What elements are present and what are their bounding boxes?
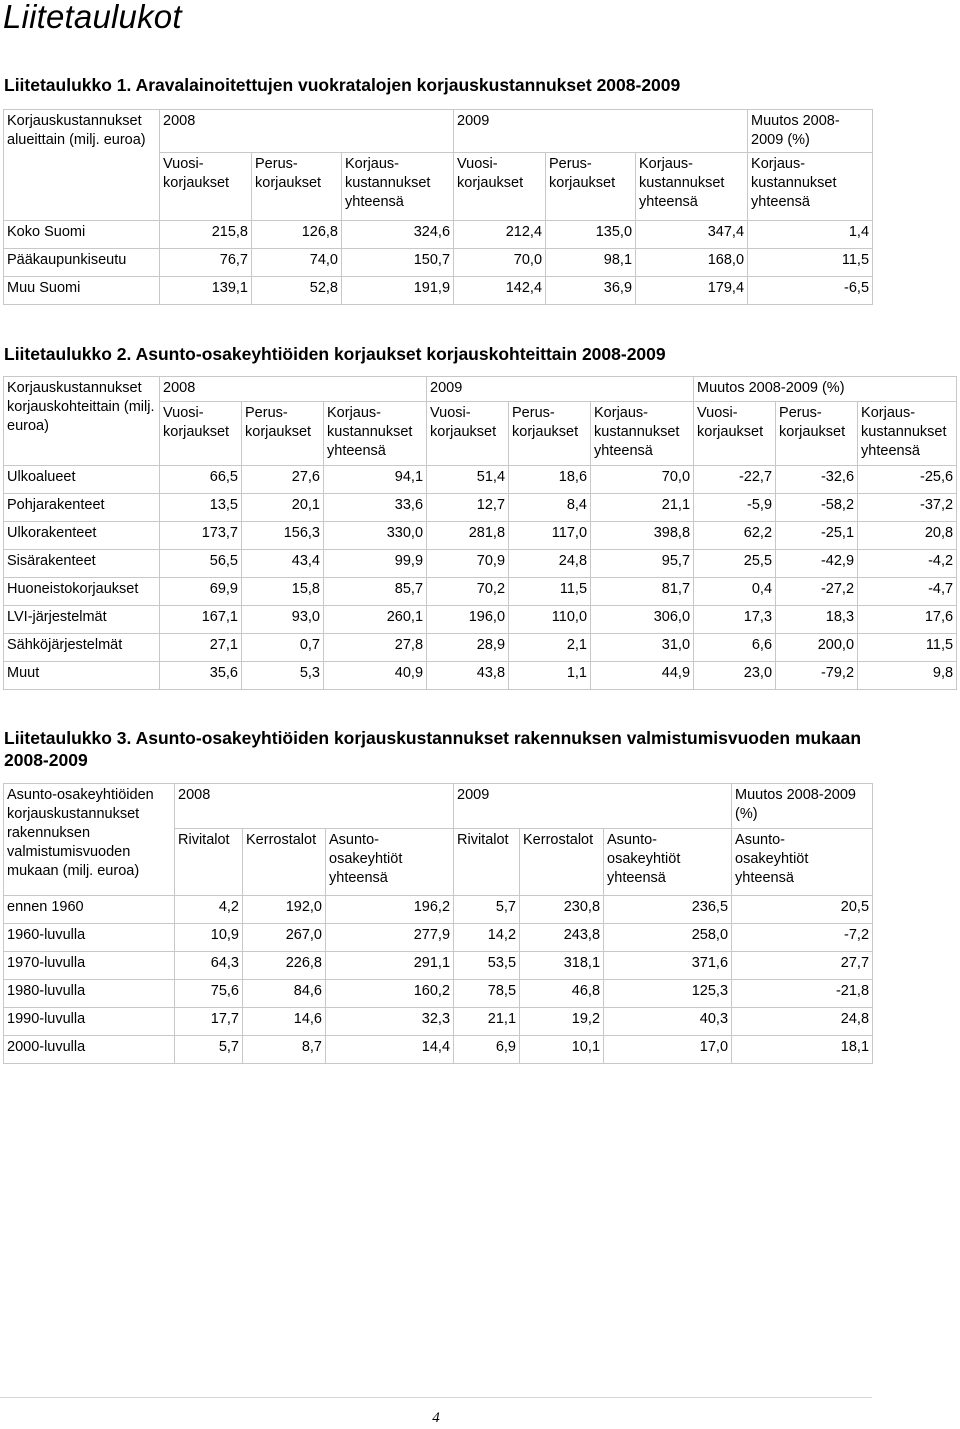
table3-year-2008-header: 2008 [175,784,454,829]
value-cell: 258,0 [604,924,732,952]
value-cell: 70,2 [427,578,509,606]
row-label: Ulkorakenteet [4,522,160,550]
table3-row [4,980,873,1008]
table2-row [4,522,957,550]
value-cell: 347,4 [636,221,748,249]
column-header-label: Perus- korjaukset [512,405,579,440]
value-cell: 9,8 [858,662,957,690]
value-cell: 20,5 [732,896,873,924]
table1-row [4,249,873,277]
row-label: LVI-järjestelmät [4,606,160,634]
table2-heading: Liitetaulukko 2. Asunto-osakeyhtiöiden korjaukset korjauskohteittain 2008-2009 [4,344,666,364]
value-cell: 17,6 [858,606,957,634]
table1-row [4,221,873,249]
table2-row [4,466,957,494]
row-label: 1990-luvulla [4,1008,175,1036]
value-cell: 15,8 [242,578,324,606]
value-cell: 277,9 [326,924,454,952]
table2-row [4,662,957,690]
table2-col-perus-2008 [242,402,324,466]
value-cell: 398,8 [591,522,694,550]
value-cell: 31,0 [591,634,694,662]
value-cell: 0,4 [694,578,776,606]
value-cell: 371,6 [604,952,732,980]
page-title: Liitetaulukot [3,0,182,35]
table3-corner-header: Asunto-osakeyhtiöiden korjauskustannukset rakennuksen valmistumisvuoden mukaan (milj. euroa) [4,784,175,896]
value-cell: 46,8 [520,980,604,1008]
row-label: Huoneistokorjaukset [4,578,160,606]
footer-divider [0,1397,872,1398]
value-cell: 179,4 [636,277,748,305]
value-cell: 330,0 [324,522,427,550]
value-cell: 23,0 [694,662,776,690]
value-cell: -4,7 [858,578,957,606]
value-cell: 318,1 [520,952,604,980]
table3-col-asunto-2008 [326,829,454,896]
column-header-label: Korjaus- kustannukset yhteensä [861,405,947,459]
row-label: 1960-luvulla [4,924,175,952]
column-header-label: Korjaus- kustannukset yhteensä [345,156,431,210]
value-cell: 5,7 [175,1036,243,1064]
table2 [3,376,957,690]
value-cell: 226,8 [243,952,326,980]
table3-row [4,1008,873,1036]
column-header-label: Vuosi- korjaukset [163,405,230,440]
value-cell: 173,7 [160,522,242,550]
value-cell: 150,7 [342,249,454,277]
row-label: Muut [4,662,160,690]
value-cell: 10,1 [520,1036,604,1064]
value-cell: 17,0 [604,1036,732,1064]
value-cell: 19,2 [520,1008,604,1036]
table2-col-yht-change [858,402,957,466]
value-cell: 20,8 [858,522,957,550]
value-cell: 56,5 [160,550,242,578]
value-cell: 167,1 [160,606,242,634]
row-label: Pääkaupunkiseutu [4,249,160,277]
table3-row [4,924,873,952]
value-cell: 43,8 [427,662,509,690]
table2-col-vuosi-2009 [427,402,509,466]
value-cell: 40,9 [324,662,427,690]
value-cell: 33,6 [324,494,427,522]
value-cell: 11,5 [748,249,873,277]
row-label: 1970-luvulla [4,952,175,980]
value-cell: 28,9 [427,634,509,662]
column-header-label: Korjaus- kustannukset yhteensä [639,156,725,210]
value-cell: 27,7 [732,952,873,980]
page-number: 4 [432,1410,440,1426]
value-cell: 24,8 [509,550,591,578]
value-cell: 6,6 [694,634,776,662]
column-header-label: Asunto- osakeyhtiöt yhteensä [607,832,681,886]
value-cell: -7,2 [732,924,873,952]
value-cell: 70,0 [591,466,694,494]
value-cell: 324,6 [342,221,454,249]
table2-col-vuosi-2008 [160,402,242,466]
value-cell: 20,1 [242,494,324,522]
value-cell: 168,0 [636,249,748,277]
value-cell: 18,6 [509,466,591,494]
value-cell: 192,0 [243,896,326,924]
table1-col-vuosi-2008 [160,153,252,221]
table2-col-perus-change [776,402,858,466]
table3-col-rivi-2008: Rivitalot [175,829,243,896]
table1-col-perus-2009 [546,153,636,221]
value-cell: 27,6 [242,466,324,494]
table3 [3,783,873,1064]
value-cell: 52,8 [252,277,342,305]
value-cell: 1,4 [748,221,873,249]
column-header-label: Vuosi- korjaukset [697,405,764,440]
value-cell: -25,1 [776,522,858,550]
value-cell: 99,9 [324,550,427,578]
value-cell: 14,6 [243,1008,326,1036]
row-label: 2000-luvulla [4,1036,175,1064]
table2-col-yht-2009 [591,402,694,466]
column-header-label: Vuosi- korjaukset [430,405,497,440]
value-cell: 51,4 [427,466,509,494]
table3-col-kerros-2008: Kerrostalot [243,829,326,896]
value-cell: 40,3 [604,1008,732,1036]
table1-col-yht-2008 [342,153,454,221]
column-header-label: Korjaus- kustannukset yhteensä [594,405,680,459]
column-header-label: Perus- korjaukset [245,405,312,440]
value-cell: 78,5 [454,980,520,1008]
row-label: Sähköjärjestelmät [4,634,160,662]
value-cell: 14,2 [454,924,520,952]
value-cell: 84,6 [243,980,326,1008]
table2-row [4,578,957,606]
table1-change-header: Muutos 2008-2009 (%) [748,110,873,153]
value-cell: 117,0 [509,522,591,550]
value-cell: 70,0 [454,249,546,277]
table2-row [4,550,957,578]
table3-col-kerros-2009: Kerrostalot [520,829,604,896]
value-cell: -79,2 [776,662,858,690]
table1-row [4,277,873,305]
table1 [3,109,873,305]
value-cell: 5,7 [454,896,520,924]
column-header-label: Vuosi- korjaukset [163,156,230,191]
value-cell: 35,6 [160,662,242,690]
table3-col-asunto-change [732,829,873,896]
value-cell: 281,8 [427,522,509,550]
value-cell: 191,9 [342,277,454,305]
value-cell: 76,7 [160,249,252,277]
value-cell: 243,8 [520,924,604,952]
table1-col-yht-change [748,153,873,221]
value-cell: 126,8 [252,221,342,249]
value-cell: 21,1 [591,494,694,522]
value-cell: 66,5 [160,466,242,494]
value-cell: 196,0 [427,606,509,634]
value-cell: -42,9 [776,550,858,578]
row-label: Muu Suomi [4,277,160,305]
table1-col-yht-2009 [636,153,748,221]
table3-year-2009-header: 2009 [454,784,732,829]
table3-heading: Liitetaulukko 3. Asunto-osakeyhtiöiden korjauskustannukset rakennuksen valmistumisvuoden mukaan 2008-2009 [4,728,862,770]
value-cell: 13,5 [160,494,242,522]
table2-year-2009-header: 2009 [427,377,694,402]
table3-row [4,952,873,980]
value-cell: 6,9 [454,1036,520,1064]
value-cell: 8,4 [509,494,591,522]
value-cell: 14,4 [326,1036,454,1064]
value-cell: -32,6 [776,466,858,494]
value-cell: 27,1 [160,634,242,662]
table3-col-rivi-2009: Rivitalot [454,829,520,896]
value-cell: 69,9 [160,578,242,606]
table1-col-perus-2008 [252,153,342,221]
value-cell: 1,1 [509,662,591,690]
value-cell: 64,3 [175,952,243,980]
value-cell: 135,0 [546,221,636,249]
row-label: Ulkoalueet [4,466,160,494]
value-cell: 94,1 [324,466,427,494]
column-header-label: Asunto- osakeyhtiöt yhteensä [735,832,809,886]
value-cell: 36,9 [546,277,636,305]
value-cell: 53,5 [454,952,520,980]
value-cell: 215,8 [160,221,252,249]
value-cell: 17,7 [175,1008,243,1036]
value-cell: 25,5 [694,550,776,578]
table3-row [4,896,873,924]
value-cell: 267,0 [243,924,326,952]
value-cell: -5,9 [694,494,776,522]
row-label: Sisärakenteet [4,550,160,578]
value-cell: 17,3 [694,606,776,634]
value-cell: 11,5 [858,634,957,662]
row-label: Pohjarakenteet [4,494,160,522]
value-cell: 306,0 [591,606,694,634]
table2-row [4,606,957,634]
table2-corner-header: Korjauskustannukset korjauskohteittain (milj. euroa) [4,377,160,466]
value-cell: -37,2 [858,494,957,522]
value-cell: 81,7 [591,578,694,606]
table2-change-header: Muutos 2008-2009 (%) [694,377,957,402]
value-cell: 142,4 [454,277,546,305]
value-cell: -58,2 [776,494,858,522]
value-cell: 156,3 [242,522,324,550]
value-cell: 196,2 [326,896,454,924]
table2-col-vuosi-change [694,402,776,466]
value-cell: 2,1 [509,634,591,662]
column-header-label: Korjaus- kustannukset yhteensä [327,405,413,459]
value-cell: 32,3 [326,1008,454,1036]
table2-row [4,494,957,522]
table3-col-asunto-2009 [604,829,732,896]
value-cell: 160,2 [326,980,454,1008]
row-label: Koko Suomi [4,221,160,249]
value-cell: 24,8 [732,1008,873,1036]
value-cell: -6,5 [748,277,873,305]
value-cell: 18,1 [732,1036,873,1064]
value-cell: 291,1 [326,952,454,980]
value-cell: 8,7 [243,1036,326,1064]
row-label: ennen 1960 [4,896,175,924]
table3-row [4,1036,873,1064]
table2-col-perus-2009 [509,402,591,466]
value-cell: 110,0 [509,606,591,634]
value-cell: 95,7 [591,550,694,578]
table1-year-2009-header: 2009 [454,110,748,153]
value-cell: 85,7 [324,578,427,606]
value-cell: 10,9 [175,924,243,952]
row-label: 1980-luvulla [4,980,175,1008]
column-header-label: Perus- korjaukset [549,156,616,191]
value-cell: 98,1 [546,249,636,277]
value-cell: 139,1 [160,277,252,305]
value-cell: 62,2 [694,522,776,550]
value-cell: 21,1 [454,1008,520,1036]
value-cell: 75,6 [175,980,243,1008]
table2-col-yht-2008 [324,402,427,466]
value-cell: -25,6 [858,466,957,494]
value-cell: -22,7 [694,466,776,494]
value-cell: 27,8 [324,634,427,662]
value-cell: 236,5 [604,896,732,924]
value-cell: 0,7 [242,634,324,662]
value-cell: 74,0 [252,249,342,277]
table1-heading: Liitetaulukko 1. Aravalainoitettujen vuokratalojen korjauskustannukset 2008-2009 [4,75,681,95]
value-cell: -21,8 [732,980,873,1008]
column-header-label: Perus- korjaukset [255,156,322,191]
column-header-label: Asunto- osakeyhtiöt yhteensä [329,832,403,886]
value-cell: 70,9 [427,550,509,578]
value-cell: -4,2 [858,550,957,578]
table2-year-2008-header: 2008 [160,377,427,402]
value-cell: 5,3 [242,662,324,690]
value-cell: 212,4 [454,221,546,249]
table1-col-vuosi-2009 [454,153,546,221]
column-header-label: Vuosi- korjaukset [457,156,524,191]
column-header-label: Perus- korjaukset [779,405,846,440]
value-cell: 260,1 [324,606,427,634]
value-cell: 18,3 [776,606,858,634]
table1-corner-header: Korjauskustannukset alueittain (milj. euroa) [4,110,160,221]
value-cell: 11,5 [509,578,591,606]
table1-year-2008-header: 2008 [160,110,454,153]
value-cell: 125,3 [604,980,732,1008]
value-cell: 12,7 [427,494,509,522]
value-cell: 230,8 [520,896,604,924]
table3-change-header: Muutos 2008-2009 (%) [732,784,873,829]
value-cell: 44,9 [591,662,694,690]
value-cell: 200,0 [776,634,858,662]
value-cell: 4,2 [175,896,243,924]
value-cell: 93,0 [242,606,324,634]
value-cell: -27,2 [776,578,858,606]
column-header-label: Korjaus- kustannukset yhteensä [751,156,837,210]
table2-row [4,634,957,662]
value-cell: 43,4 [242,550,324,578]
